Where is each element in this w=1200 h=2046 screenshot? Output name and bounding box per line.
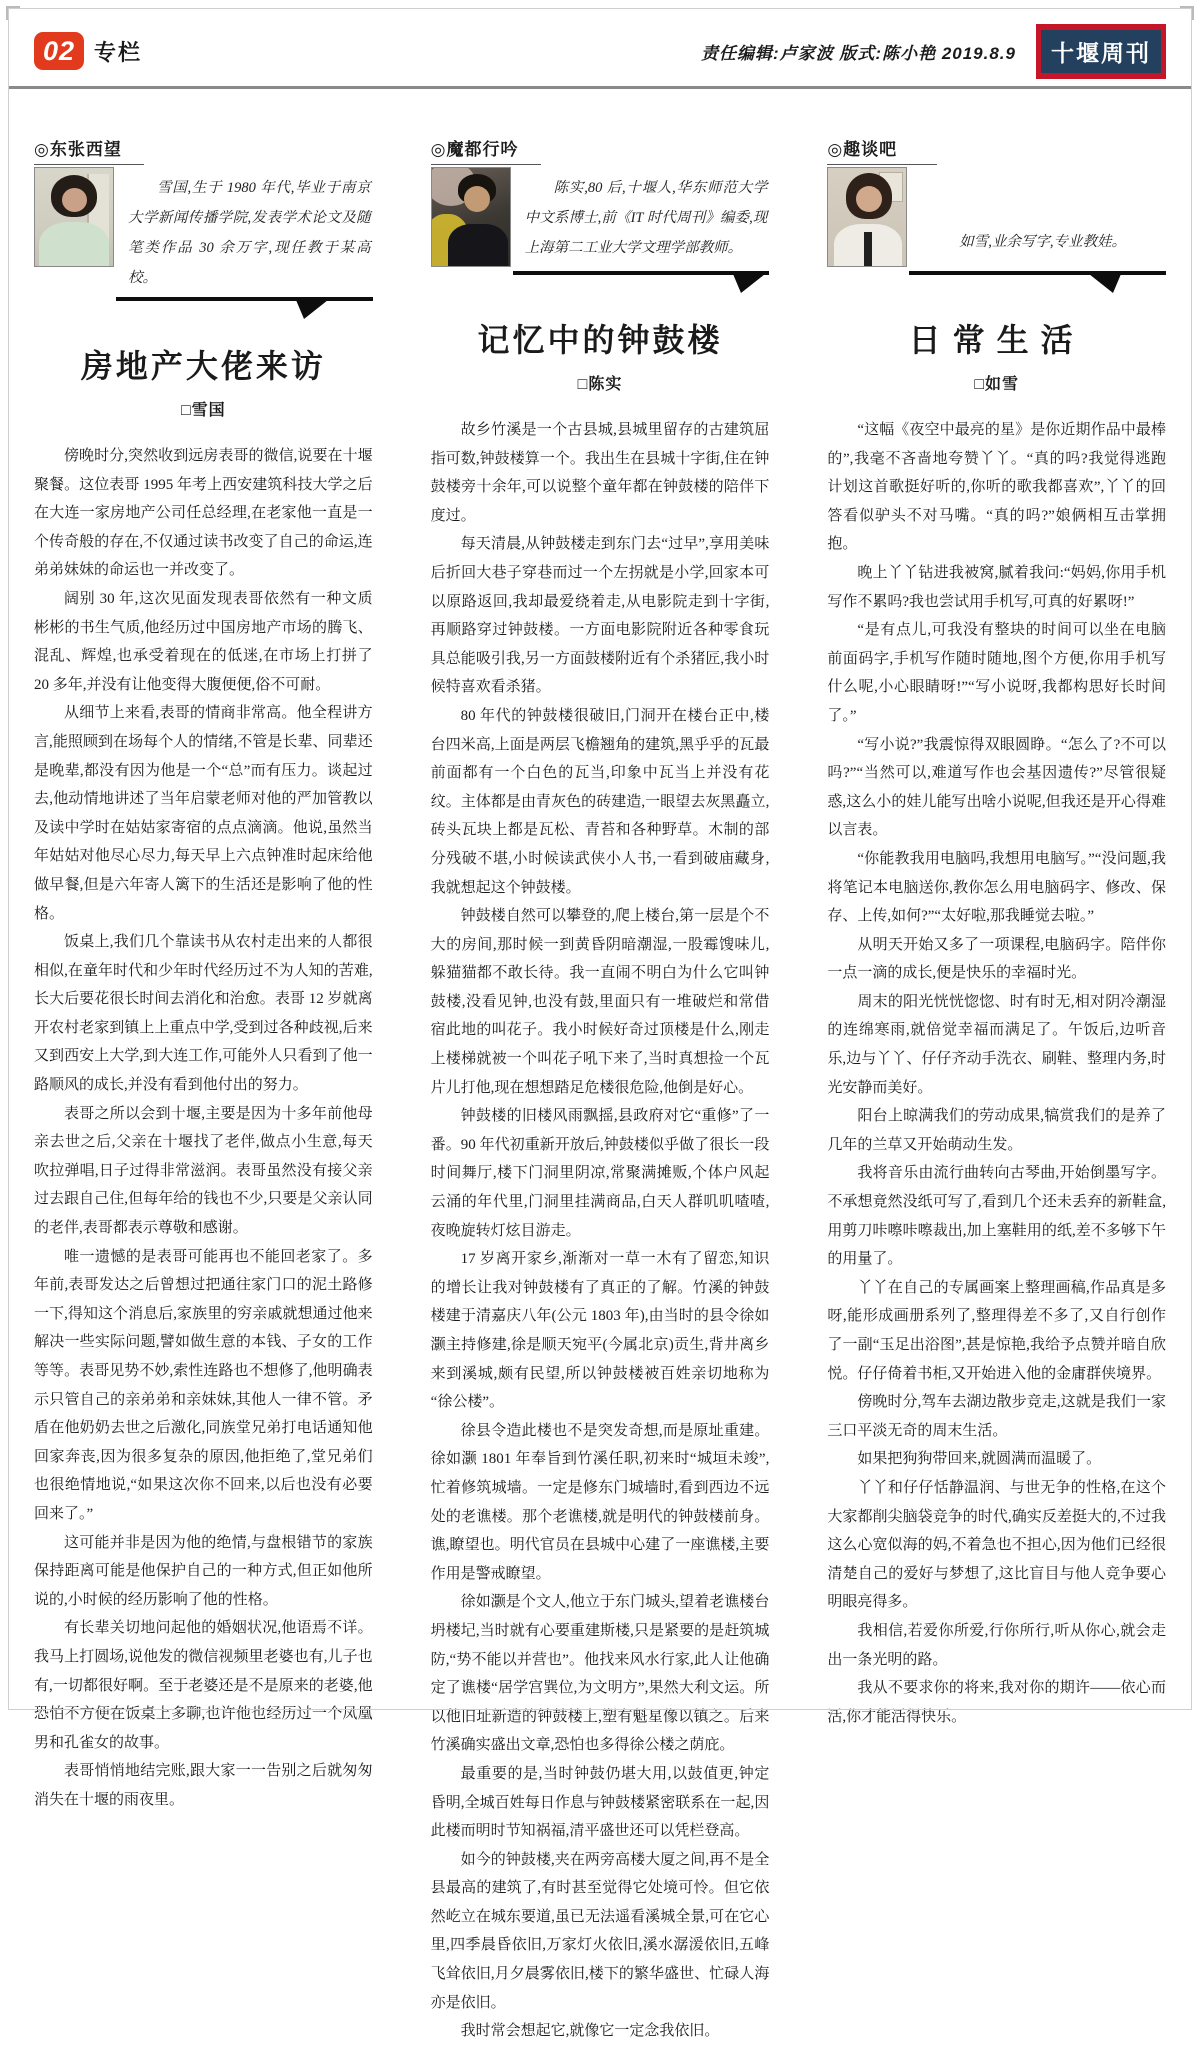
article-paragraph: 我从不要求你的将来,我对你的期许——依心而活,你才能活得快乐。 <box>827 1680 1167 1725</box>
article-paragraph: 故乡竹溪是一个古县城,县城里留存的古建筑屈指可数,钟鼓楼算一个。我出生在县城十字街,住在钟鼓楼旁十余年,可以说整个童年都在钟鼓楼的陪伴下度过。 <box>430 422 770 524</box>
article-paragraph: “写小说?”我震惊得双眼圆睁。“怎么了?不可以吗?”“当然可以,难道写作也会基因遗传?”尽管很疑惑,这么小的娃儿能写出啥小说呢,但我还是开心得难以言表。 <box>827 736 1167 839</box>
crop-mark <box>1180 6 1194 20</box>
masthead-logo <box>1036 24 1166 79</box>
article-paragraph: 晚上丫丫钻进我被窝,腻着我问:“妈妈,你用手机写作不累吗?我也尝试用手机写,可真的好累呀!” <box>827 564 1167 610</box>
editor-credit-line: 责任编辑:卢家波 版式:陈小艳 2019.8.9 <box>701 43 1016 63</box>
article-body <box>827 416 1166 1731</box>
article-title: 房地产大佬来访 <box>80 348 326 384</box>
speech-bubble-tail <box>296 300 328 319</box>
article-paragraph: 最重要的是,当时钟鼓仍堪大用,以鼓值更,钟定昏明,全城百姓每日作息与钟鼓楼紧密联系在一起,因此楼而明时节知祸福,清平盛世还可以凭栏登高。 <box>430 1765 770 1840</box>
article-paragraph: 阔别 30 年,这次见面发现表哥依然有一种文质彬彬的书生气质,他经历过中国房地产市场的腾飞、混乱、辉煌,也承受着现在的低迷,在市场上打拼了 20 多年,并没有让他变得大腹便便,俗不可耐。 <box>34 590 373 693</box>
article-paragraph: 我相信,若爱你所爱,行你所行,听从你心,就会走出一条光明的路。 <box>827 1622 1167 1668</box>
author-photo <box>827 167 907 267</box>
article-body <box>431 416 770 2046</box>
section-title: 专栏 <box>94 39 143 65</box>
article-paragraph: “这幅《夜空中最亮的星》是你近期作品中最棒的”,我毫不吝啬地夸赞丫丫。“真的吗?我觉得逃跑计划这首歌挺好听的,你听的歌我都喜欢”,丫丫的回答看似驴头不对马嘴。“真的吗?”娘俩相互击掌拥抱。 <box>827 422 1167 553</box>
speech-bubble-rule <box>909 271 1166 275</box>
article-paragraph: 如果把狗狗带回来,就圆满而温暖了。 <box>857 1451 1102 1468</box>
speech-bubble-rule <box>116 297 373 301</box>
author-bio-text: 如雪,业余写字,专业教娃。 <box>959 234 1127 250</box>
article-paragraph: 唯一遗憾的是表哥可能再也不能回老家了。多年前,表哥发达之后曾想过把通往家门口的泥土路修一下,得知这个消息后,家族里的穷亲戚就想通过他来解决一些实际问题,譬如做生意的本钱、子女的工作等等。表哥见势不妙,索性连路也不想修了,他明确表示只管自己的亲弟弟和亲妹妹,其他人一律不管。矛盾在他奶奶去世之后激化,同族堂兄弟打电话通知他回家奔丧,因为很多复杂的原因,他拒绝了,堂兄弟们也很绝情地说,“如果这次你不回来,以后也没有必要回来了。” <box>34 1248 373 1522</box>
article-column-2 <box>431 135 770 2046</box>
author-bio-block <box>431 167 770 289</box>
author-bio-block <box>827 167 1166 289</box>
article-column-1 <box>34 135 373 2046</box>
author-bio-text: 雪国,生于 1980 年代,毕业于南京大学新闻传播学院,发表学术论文及随笔类作品 30 余万字,现任教于某高校。 <box>128 180 371 286</box>
article-paragraph: 丫丫和仔仔恬静温润、与世无争的性格,在这个大家都削尖脑袋竞争的时代,确实反差挺大的,不过我这么心宽似海的妈,不着急也不担心,因为他们已经很清楚自己的爱好与梦想了,这比盲目与他人竞争要心明眼亮得多。 <box>827 1479 1167 1611</box>
article-paragraph: 从细节上来看,表哥的情商非常高。他全程讲方言,能照顾到在场每个人的情绪,不管是长辈、同辈还是晚辈,都没有因为他是一个“总”而有压力。谈起过去,他动情地讲述了当年启蒙老师对他的严加管教以及读中学时在姑姑家寄宿的点点滴滴。他说,虽然当年姑姑对他尽心尽力,每天早上六点钟准时起床给他做早餐,但是六年寄人篱下的生活还是影响了他的性格。 <box>34 705 373 922</box>
page-number-badge: 02 <box>34 32 84 70</box>
articles-area <box>0 89 1200 2046</box>
article-byline: □雪国 <box>181 402 226 419</box>
article-paragraph: 傍晚时分,突然收到远房表哥的微信,说要在十堰聚餐。这位表哥 1995 年考上西安建筑科技大学之后在大连一家房地产公司任总经理,在老家他一直是一个传奇般的存在,不仅通过读书改变了自己的命运,连弟弟妹妹的命运也一并改变了。 <box>34 448 373 579</box>
author-bio-text: 陈实,80 后,十堰人,华东师范大学中文系博士,前《IT 时代周刊》编委,现上海第二工业大学文理学部教师。 <box>524 180 768 256</box>
article-paragraph: 傍晚时分,驾车去湖边散步竞走,这就是我们一家三口平淡无奇的周末生活。 <box>827 1394 1167 1439</box>
article-paragraph: 丫丫在自己的专属画案上整理画稿,作品真是多呀,能形成画册系列了,整理得差不多了,又自行创作了一副“玉足出浴图”,甚是惊艳,我给予点赞并暗自欣悦。仔仔倚着书柜,又开始进入他的金庸群侠境界。 <box>827 1279 1167 1382</box>
speech-bubble-tail <box>733 274 765 293</box>
article-paragraph: 有长辈关切地问起他的婚姻状况,他语焉不详。我马上打圆场,说他发的微信视频里老婆也有,儿子也有,一切都很好啊。至于老婆还是不是原来的老婆,他恐怕不方便在饭桌上多聊,也许他也经历过一个凤凰男和孔雀女的故事。 <box>34 1620 373 1751</box>
article-paragraph: 我将音乐由流行曲转向古琴曲,开始倒墨写字。不承想竟然没纸可写了,看到几个还未丢弃的新鞋盒,用剪刀咔嚓咔嚓裁出,加上塞鞋用的纸,差不多够下午的用量了。 <box>827 1165 1167 1268</box>
article-paragraph: 每天清晨,从钟鼓楼走到东门去“过早”,享用美味后折回大巷子穿巷而过一个左拐就是小学,回家本可以原路返回,我却最爱绕着走,从电影院走到十字街,再顺路穿过钟鼓楼。一方面电影院附近各种零食玩具总能吸引我,另一方面鼓楼附近有个杀猪匠,我小时候特喜欢看杀猪。 <box>430 536 770 696</box>
article-paragraph: “你能教我用电脑吗,我想用电脑写。”“没问题,我将笔记本电脑送你,教你怎么用电脑码字、修改、保存、上传,如何?”“太好啦,那我睡觉去啦。” <box>827 850 1167 925</box>
article-column-3 <box>827 135 1166 2046</box>
article-paragraph: 表哥之所以会到十堰,主要是因为十多年前他母亲去世之后,父亲在十堰找了老伴,做点小生意,每天吹拉弹唱,日子过得非常滋润。表哥虽然没有接父亲过去跟自己住,但每年给的钱也不少,只要是父亲认同的老伴,表哥都表示尊敬和感谢。 <box>34 1105 373 1237</box>
page-header <box>0 0 1200 86</box>
article-paragraph: 饭桌上,我们几个靠读书从农村走出来的人都很相似,在童年时代和少年时代经历过不为人知的苦难,长大后要花很长时间去消化和治愈。表哥 12 岁就离开农村老家到镇上上重点中学,受到过各种歧视,后来又到西安上大学,到大连工作,可能外人只看到了他一路顺风的成长,并没有看到他付出的努力。 <box>34 934 373 1094</box>
article-paragraph: 我时常会想起它,就像它一定念我依旧。 <box>460 2023 720 2040</box>
column-tag: ◎魔都行吟 <box>431 135 541 165</box>
article-title: 日常生活 <box>908 322 1085 358</box>
speech-bubble-rule <box>513 271 770 275</box>
article-paragraph: 80 年代的钟鼓楼很破旧,门洞开在楼台正中,楼台四米高,上面是两层飞檐翘角的建筑,黑乎乎的瓦最前面都有一个白色的瓦当,印象中瓦当上并没有花纹。主体都是由青灰色的砖建造,一眼望去灰黑矗立,砖头瓦块上都是瓦松、青苔和各种野草。木制的部分残破不堪,小时候读武侠小人书,一看到破庙藏身,我就想起这个钟鼓楼。 <box>430 707 770 896</box>
author-photo <box>34 167 114 267</box>
article-paragraph: 钟鼓楼自然可以攀登的,爬上楼台,第一层是个不大的房间,那时候一到黄昏阴暗潮湿,一股霉馊味儿,躲猫猫都不敢长待。我一直闹不明白为什么它叫钟鼓楼,没看见钟,也没有鼓,里面只有一堆破烂和常借宿此地的叫花子。我小时候好奇过顶楼是什么,刚走上楼梯就被一个叫花子吼下来了,当时真想捡一个瓦片儿打他,现在想想踏足危楼很危险,他倒是好心。 <box>430 908 770 1096</box>
article-paragraph: 表哥悄悄地结完账,跟大家一一告别之后就匆匆消失在十堰的雨夜里。 <box>34 1763 373 1808</box>
masthead-title: 十堰周刊 <box>1041 30 1161 73</box>
article-body <box>34 442 373 1815</box>
article-paragraph: 阳台上晾满我们的劳动成果,犒赏我们的是养了几年的兰草又开始萌动生发。 <box>827 1108 1167 1153</box>
author-bio-block <box>34 167 373 315</box>
article-title: 记忆中的钟鼓楼 <box>477 322 723 358</box>
article-paragraph: 17 岁离开家乡,渐渐对一草一木有了留恋,知识的增长让我对钟鼓楼有了真正的了解。竹溪的钟鼓楼建于清嘉庆八年(公元 1803 年),由当时的县令徐如灏主持修建,徐是顺天宛平(今属北京)贡生,背井离乡来到溪城,颇有民望,所以钟鼓楼被百姓亲切地称为“徐公楼”。 <box>430 1251 770 1411</box>
article-paragraph: 如今的钟鼓楼,夹在两旁高楼大厦之间,再不是全县最高的建筑了,有时甚至觉得它处境可怜。但它依然屹立在城东要道,虽已无法遥看溪城全景,可在它心里,四季晨昏依旧,万家灯火依旧,溪水潺湲依旧,五峰飞耸依旧,月夕晨雾依旧,楼下的繁华盛世、忙碌人海亦是依旧。 <box>430 1851 770 2011</box>
speech-bubble-tail <box>1089 274 1121 293</box>
column-tag: ◎东张西望 <box>34 135 144 165</box>
crop-mark <box>6 6 20 20</box>
article-paragraph: 徐如灏是个文人,他立于东门城头,望着老谯楼台坍楼圮,当时就有心要重建斯楼,只是紧要的是赶筑城防,“势不能以并营也”。他找来风水行家,此人让他确定了谯楼“居学宫巽位,为文明方”,果然大利文运。所以他旧址新造的钟鼓楼上,塑有魁星像以镇之。后来竹溪确实盛出文章,恐怕也多得徐公楼之荫庇。 <box>430 1594 770 1754</box>
article-paragraph: 从明天开始又多了一项课程,电脑码字。陪伴你一点一滴的成长,便是快乐的幸福时光。 <box>827 936 1167 982</box>
article-byline: □陈实 <box>577 376 623 393</box>
article-paragraph: 钟鼓楼的旧楼风雨飘摇,县政府对它“重修”了一番。90 年代初重新开放后,钟鼓楼似乎做了很长一段时间舞厅,楼下门洞里阴凉,常聚满摊贩,个体户风起云涌的年代里,门洞里挂满商品,白天人群叽叽喳喳,夜晚旋转灯炫目游走。 <box>430 1108 770 1239</box>
article-paragraph: 徐县令造此楼也不是突发奇想,而是原址重建。徐如灏 1801 年奉旨到竹溪任职,初来时“城垣未竣”,忙着修筑城墙。一定是修东门城墙时,看到西边不远处的老谯楼。那个老谯楼,就是明代的钟鼓楼前身。谯,瞭望也。明代官员在县城中心建了一座谯楼,主要作用是警戒瞭望。 <box>430 1422 770 1582</box>
article-paragraph: “是有点儿,可我没有整块的时间可以坐在电脑前面码字,手机写作随时随地,图个方便,你用手机写什么呢,小心眼睛呀!”“写小说呀,我都构思好长时间了。” <box>827 622 1167 724</box>
article-paragraph: 周末的阳光恍恍惚惚、时有时无,相对阴冷潮湿的连绵寒雨,就倍觉幸福而满足了。午饭后,边听音乐,边与丫丫、仔仔齐动手洗衣、刷鞋、整理内务,时光安静而美好。 <box>827 993 1167 1096</box>
author-photo <box>431 167 511 267</box>
article-byline: □如雪 <box>974 376 1020 393</box>
column-tag: ◎趣谈吧 <box>827 135 937 165</box>
article-paragraph: 这可能并非是因为他的绝情,与盘根错节的家族保持距离可能是他保护自己的一种方式,但正如他所说的,小时候的经历影响了他的性格。 <box>34 1534 373 1608</box>
